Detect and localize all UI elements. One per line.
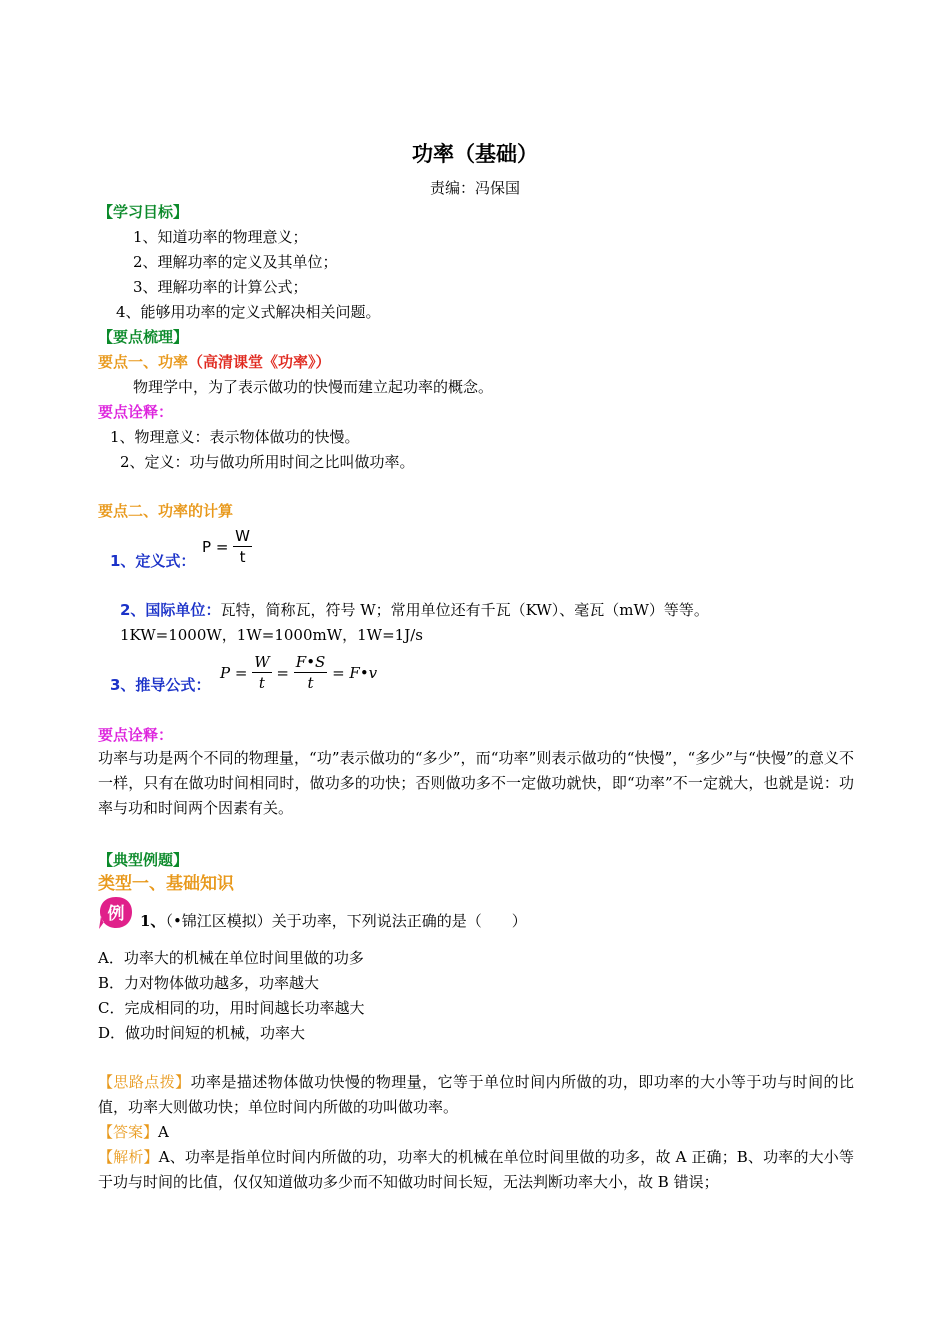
derive-num-2: F•S bbox=[295, 653, 326, 671]
point1-title: 要点一、功率 bbox=[98, 353, 189, 371]
unit-text: 瓦特，简称瓦，符号 W；常用单位还有千瓦（KW）、毫瓦（mW）等等。 bbox=[220, 601, 709, 619]
note-item: 1、物理意义：表示物体做功的快慢。 bbox=[110, 428, 360, 446]
editor-credit: 责编：冯保国 bbox=[429, 179, 520, 197]
goal-item: 2、理解功率的定义及其单位； bbox=[133, 253, 338, 271]
derive-num-1: W bbox=[254, 653, 270, 671]
derive-p: P = bbox=[220, 663, 248, 682]
notes-label: 要点诠释： bbox=[98, 403, 174, 421]
derive-den-2: t bbox=[307, 674, 314, 692]
page-title: 功率（基础） bbox=[412, 142, 538, 166]
answer-text: A bbox=[158, 1123, 169, 1141]
definition-formula bbox=[202, 526, 262, 570]
key-points-heading: 【要点梳理】 bbox=[98, 328, 189, 346]
answer-paragraph bbox=[98, 1120, 854, 1145]
point1-heading bbox=[98, 353, 331, 371]
analysis-text: A、功率是指单位时间内所做的功，功率大的机械在单位时间里做的功多，故 A 正确；B、功率的大小等于功与时间的比值，仅仅知道做功多少而不知做功时间长短，无法判断功率大小，故 B 错误； bbox=[98, 1148, 854, 1191]
option-c: C．完成相同的功，用时间越长功率越大 bbox=[98, 999, 365, 1017]
point1-link[interactable]: （高清课堂《功率》） bbox=[188, 353, 331, 371]
goals-heading: 【学习目标】 bbox=[98, 203, 189, 221]
note-item: 2、定义：功与做功所用时间之比叫做功率。 bbox=[120, 453, 415, 471]
unit-line bbox=[120, 601, 709, 619]
option-a: A．功率大的机械在单位时间里做的功多 bbox=[98, 949, 364, 967]
notes2-label: 要点诠释： bbox=[98, 726, 174, 744]
unit-label: 2、国际单位： bbox=[120, 601, 221, 619]
formula-numerator: W bbox=[235, 527, 251, 545]
goal-item: 3、理解功率的计算公式； bbox=[133, 278, 308, 296]
example-badge-icon bbox=[98, 895, 134, 931]
formula-lhs: P = bbox=[202, 537, 229, 556]
formula-fraction bbox=[233, 526, 252, 567]
point1-text: 物理学中，为了表示做功的快慢而建立起功率的概念。 bbox=[133, 378, 494, 396]
goal-item: 4、能够用功率的定义式解决相关问题。 bbox=[116, 303, 381, 321]
definition-label: 1、定义式： bbox=[110, 552, 196, 570]
hint-paragraph bbox=[98, 1070, 854, 1120]
point2-title: 要点二、功率的计算 bbox=[98, 502, 234, 520]
question-number: 1、 bbox=[140, 912, 166, 930]
derive-fraction-2 bbox=[294, 652, 328, 693]
formula-denominator: t bbox=[239, 548, 246, 566]
analysis-paragraph bbox=[98, 1145, 854, 1195]
option-b: B．力对物体做功越多，功率越大 bbox=[98, 974, 320, 992]
unit-conversion: 1KW=1000W，1W=1000mW，1W=1J/s bbox=[120, 626, 423, 644]
type1-heading: 类型一、基础知识 bbox=[98, 874, 234, 894]
hint-label: 【思路点拨】 bbox=[98, 1073, 191, 1091]
answer-label: 【答案】 bbox=[98, 1123, 159, 1141]
derive-den-1: t bbox=[258, 674, 265, 692]
derive-rhs: = F•v bbox=[332, 663, 378, 682]
derive-eq: = bbox=[276, 663, 289, 682]
examples-heading: 【典型例题】 bbox=[98, 851, 189, 869]
option-d: D．做功时间短的机械，功率大 bbox=[98, 1024, 306, 1042]
question-1 bbox=[140, 912, 527, 930]
analysis-label: 【解析】 bbox=[98, 1148, 159, 1166]
badge-text: 例 bbox=[107, 904, 125, 924]
notes2-text: 功率与功是两个不同的物理量，“功”表示做功的“多少”，而“功率”则表示做功的“快慢”，“多少”与“快慢”的意义不一样，只有在做功时间相同时，做功多的功快；否则做功多不一定做功就快，即“功率”不一定就大，也就是说：功率与功和时间两个因素有关。 bbox=[98, 749, 854, 817]
question-text: （•锦江区模拟）关于功率，下列说法正确的是（ ） bbox=[165, 912, 527, 930]
derive-label: 3、推导公式： bbox=[110, 676, 211, 694]
goal-item: 1、知道功率的物理意义； bbox=[133, 228, 308, 246]
derive-fraction-1 bbox=[252, 652, 271, 693]
derive-formula bbox=[220, 652, 377, 700]
hint-text: 功率是描述物体做功快慢的物理量，它等于单位时间内所做的功，即功率的大小等于功与时间的比值，功率大则做功快；单位时间内所做的功叫做功率。 bbox=[98, 1073, 854, 1116]
